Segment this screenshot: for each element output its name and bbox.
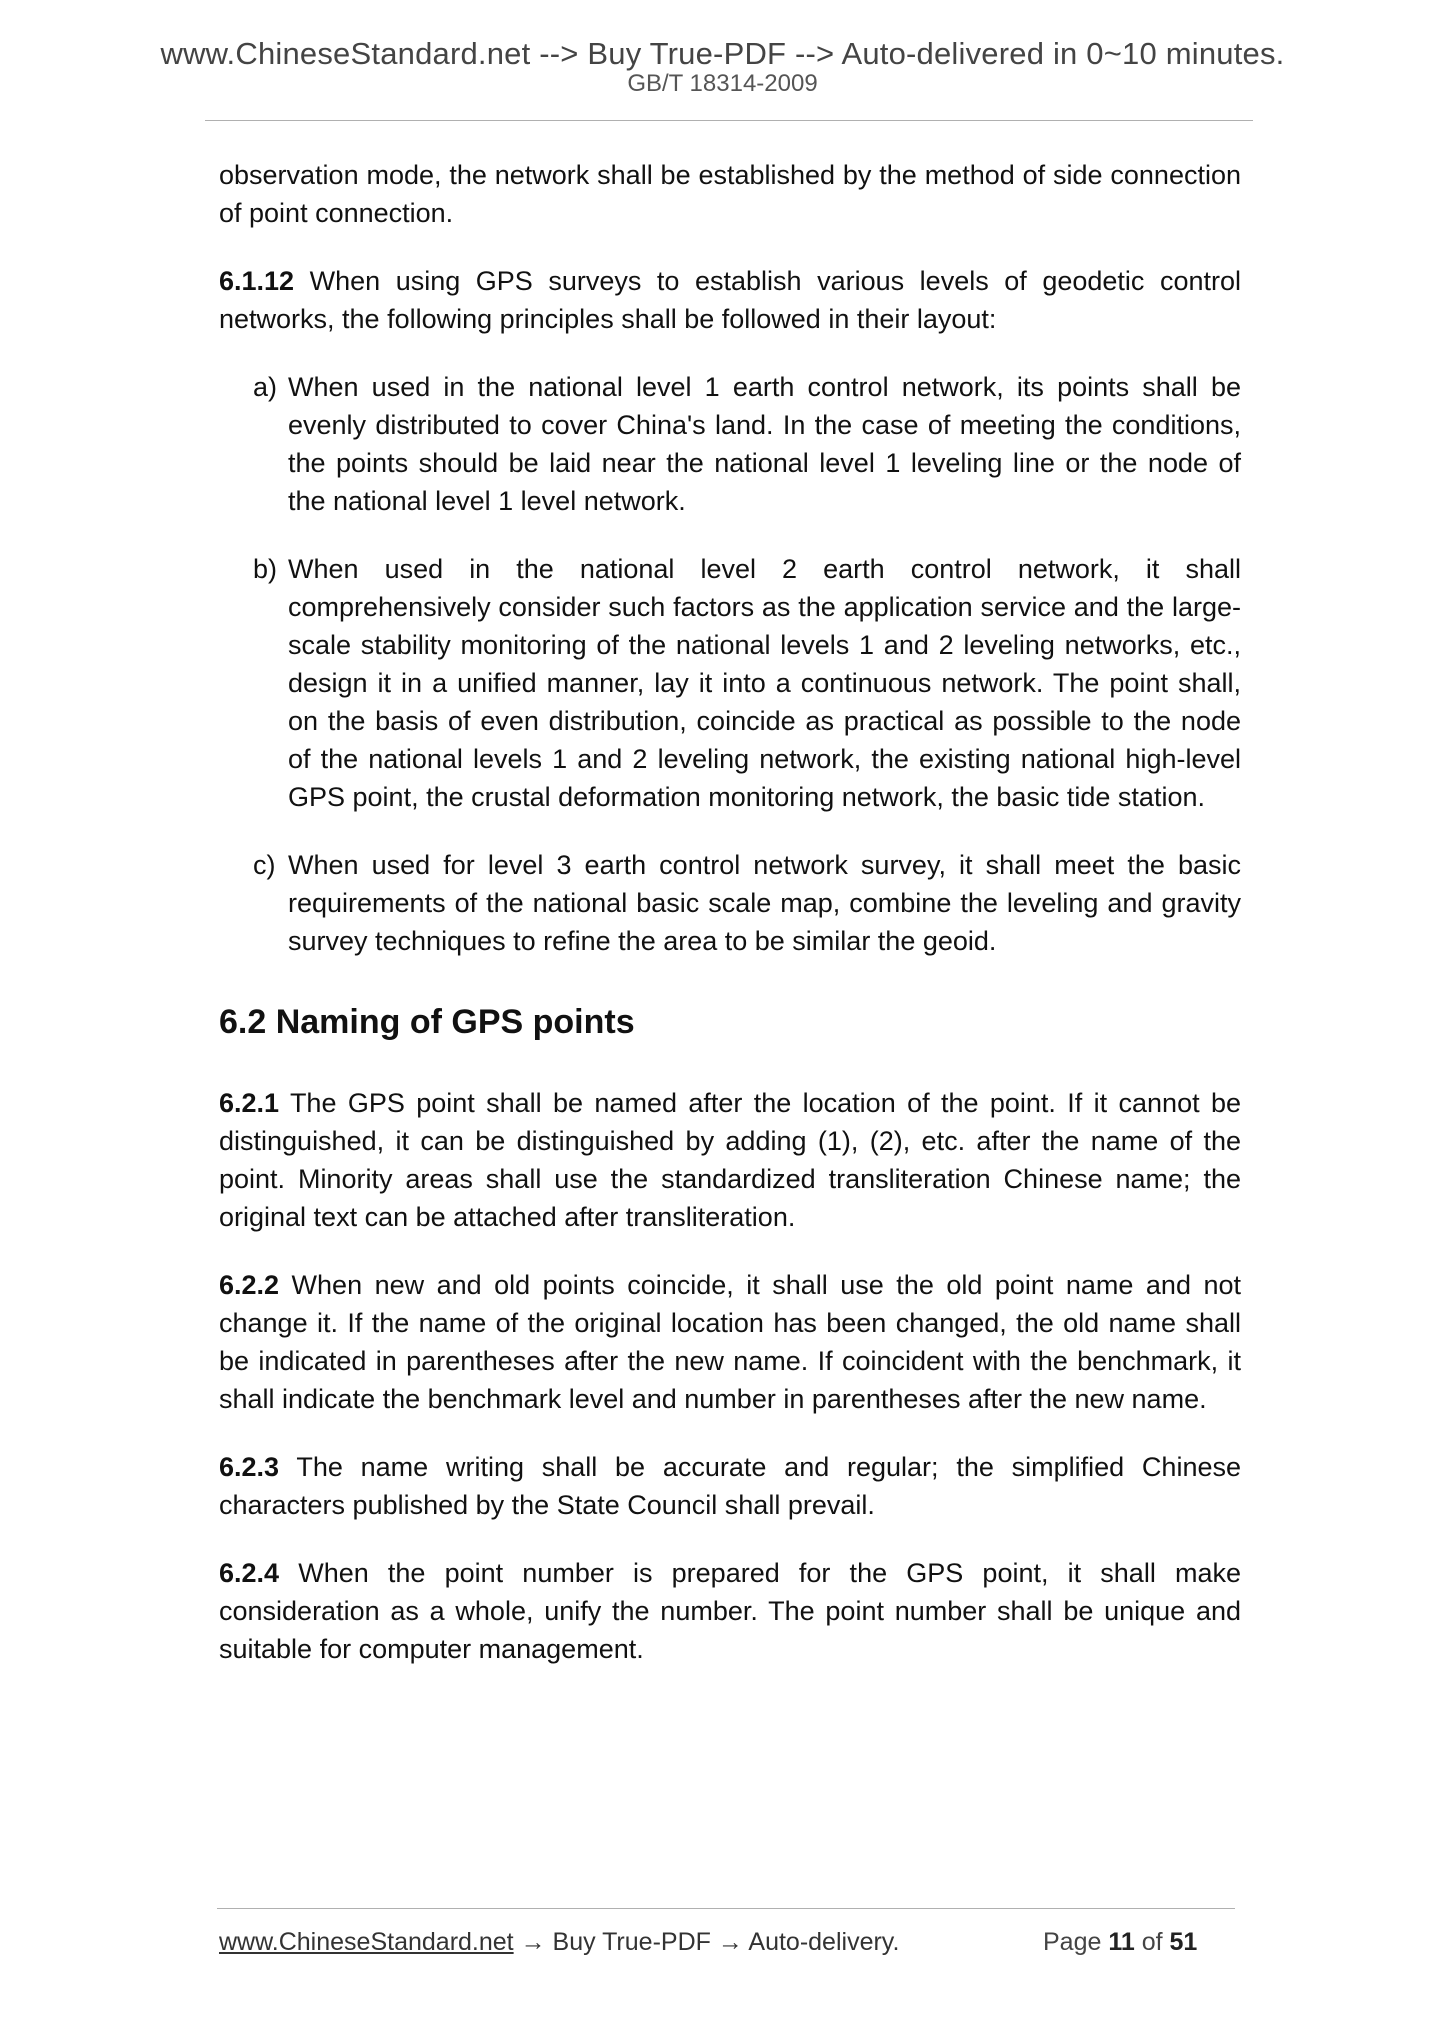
page-word: Page [1043, 1928, 1109, 1956]
footer-promo [219, 1928, 899, 1957]
clause-text: When the point number is prepared for the GPS point, it shall make consideration as a whole, unify the number. The point number shall be unique and suitable for computer management. [219, 1558, 1241, 1664]
footer-promo-text: → Buy True-PDF → Auto-delivery. [513, 1928, 900, 1956]
clause-number: 6.1.12 [219, 266, 295, 296]
of-word: of [1134, 1928, 1170, 1956]
list-item-label: a) [253, 372, 278, 402]
clause-6-2-1 [219, 1084, 1241, 1236]
clause-text: When new and old points coincide, it shall use the old point name and not change it. If the name of the original location has been changed, the old name shall be indicated in parentheses after the new name. If coincident with the benchmark, it shall indicate the benchmark level and number in parentheses after the new name. [219, 1270, 1241, 1414]
clause-number: 6.2.4 [219, 1558, 280, 1588]
document-id: GB/T 18314-2009 [627, 70, 818, 97]
list-item-a [253, 368, 1241, 520]
clause-6-2-3 [219, 1448, 1241, 1524]
clause-6-1-12 [219, 262, 1241, 338]
list-item-c [253, 846, 1241, 960]
clause-number: 6.2.3 [219, 1452, 280, 1482]
header-banner: www.ChineseStandard.net --> Buy True-PDF --> Auto-delivered in 0~10 minutes. [160, 36, 1285, 71]
section-heading: 6.2 Naming of GPS points [219, 1003, 635, 1041]
page-content [219, 156, 1241, 1698]
list-item-label: c) [253, 850, 276, 880]
footer-site-link[interactable]: www.ChineseStandard.net [219, 1928, 514, 1956]
clause-number: 6.2.2 [219, 1270, 280, 1300]
list-item-text: When used in the national level 1 earth control network, its points shall be evenly distributed to cover China's land. In the case of meeting the conditions, the points should be laid near the national level 1 leveling line or the node of the national level 1 level network. [288, 372, 1241, 516]
list-item-label: b) [253, 554, 278, 584]
clause-6-2-4 [219, 1554, 1241, 1668]
header-divider [205, 120, 1253, 121]
list-item-b [253, 550, 1241, 816]
clause-text: The GPS point shall be named after the location of the point. If it cannot be distinguished, it can be distinguished by adding (1), (2), etc. after the name of the point. Minority areas shall use the standardized transliteration Chinese name; the original text can be attached after transliteration. [219, 1088, 1241, 1232]
page-number: 11 [1108, 1928, 1135, 1956]
clause-text: When using GPS surveys to establish various levels of geodetic control networks, the following principles shall be followed in their layout: [219, 266, 1241, 334]
page-total: 51 [1169, 1928, 1198, 1956]
clause-6-2-2 [219, 1266, 1241, 1418]
page-indicator [1043, 1928, 1197, 1957]
continuation-paragraph: observation mode, the network shall be established by the method of side connection of point connection. [219, 160, 1241, 228]
footer-divider [217, 1908, 1235, 1909]
clause-number: 6.2.1 [219, 1088, 280, 1118]
clause-text: The name writing shall be accurate and regular; the simplified Chinese characters published by the State Council shall prevail. [219, 1452, 1241, 1520]
list-item-text: When used in the national level 2 earth control network, it shall comprehensively consider such factors as the application service and the large-scale stability monitoring of the national levels 1 and 2 leveling networks, etc., design it in a unified manner, lay it into a continuous network. The point shall, on the basis of even distribution, coincide as practical as possible to the node of the national levels 1 and 2 leveling network, the existing national high-level GPS point, the crustal deformation monitoring network, the basic tide station. [288, 554, 1241, 812]
list-item-text: When used for level 3 earth control network survey, it shall meet the basic requirements of the national basic scale map, combine the leveling and gravity survey techniques to refine the area to be similar the geoid. [288, 850, 1241, 956]
